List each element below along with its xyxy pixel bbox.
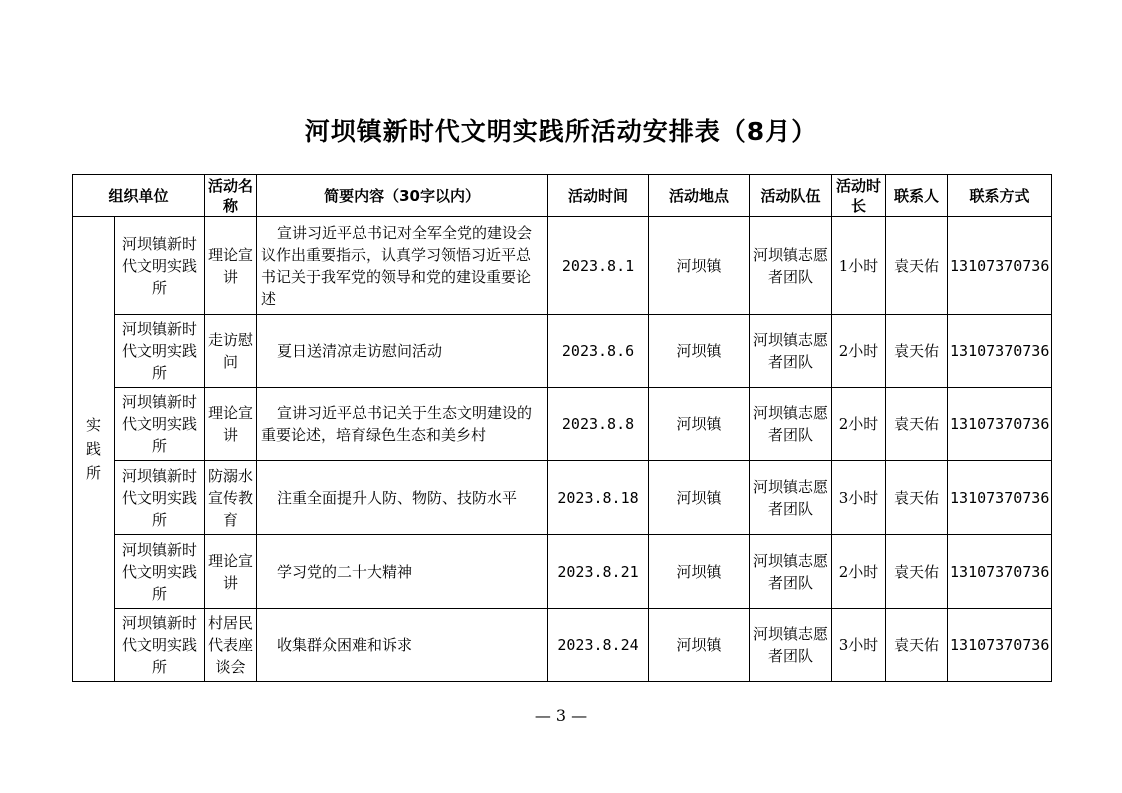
activity-name-cell: 理论宣讲 [205, 535, 257, 609]
org-cell: 河坝镇新时代文明实践所 [115, 388, 205, 461]
time-cell: 2023.8.6 [548, 315, 649, 388]
content-text: 收集群众困难和诉求 [277, 636, 413, 654]
duration-cell: 3小时 [832, 461, 886, 535]
contact-person-cell: 袁天佑 [886, 388, 948, 461]
content-cell [257, 388, 548, 461]
duration-cell: 2小时 [832, 388, 886, 461]
team-cell: 河坝镇志愿者团队 [750, 535, 832, 609]
content-text: 夏日送清凉走访慰问活动 [277, 342, 443, 360]
activity-name-cell: 理论宣讲 [205, 388, 257, 461]
activity-name-cell: 防溺水宣传教育 [205, 461, 257, 535]
content-text: 宣讲习近平总书记关于生态文明建设的重要论述，培育绿色生态和美乡村 [261, 404, 533, 444]
header-content: 简要内容（30字以内） [257, 175, 548, 217]
contact-info-cell: 13107370736 [948, 461, 1052, 535]
duration-cell: 2小时 [832, 535, 886, 609]
location-cell: 河坝镇 [649, 535, 750, 609]
duration-cell: 2小时 [832, 315, 886, 388]
contact-person-cell: 袁天佑 [886, 315, 948, 388]
duration-cell: 3小时 [832, 609, 886, 682]
content-cell [257, 315, 548, 388]
contact-info-cell: 13107370736 [948, 315, 1052, 388]
content-cell [257, 461, 548, 535]
time-cell: 2023.8.1 [548, 217, 649, 315]
contact-person-cell: 袁天佑 [886, 535, 948, 609]
time-cell: 2023.8.8 [548, 388, 649, 461]
location-cell: 河坝镇 [649, 609, 750, 682]
header-location: 活动地点 [649, 175, 750, 217]
table-header-row [73, 175, 1052, 217]
activity-name-cell: 走访慰问 [205, 315, 257, 388]
header-activity-name: 活动名称 [205, 175, 257, 217]
table-row [73, 609, 1052, 682]
contact-info-cell: 13107370736 [948, 217, 1052, 315]
activity-name-cell: 村居民代表座谈会 [205, 609, 257, 682]
org-cell: 河坝镇新时代文明实践所 [115, 461, 205, 535]
content-cell [257, 609, 548, 682]
duration-cell: 1小时 [832, 217, 886, 315]
contact-person-cell: 袁天佑 [886, 461, 948, 535]
location-cell: 河坝镇 [649, 315, 750, 388]
time-cell: 2023.8.18 [548, 461, 649, 535]
content-text: 宣讲习近平总书记对全军全党的建设会议作出重要指示，认真学习领悟习近平总书记关于我军党的领导和党的建设重要论述 [261, 223, 533, 308]
team-cell: 河坝镇志愿者团队 [750, 609, 832, 682]
time-cell: 2023.8.21 [548, 535, 649, 609]
header-time: 活动时间 [548, 175, 649, 217]
contact-info-cell: 13107370736 [948, 388, 1052, 461]
org-cell: 河坝镇新时代文明实践所 [115, 535, 205, 609]
team-cell: 河坝镇志愿者团队 [750, 461, 832, 535]
header-duration: 活动时长 [832, 175, 886, 217]
contact-person-cell: 袁天佑 [886, 217, 948, 315]
table-row [73, 315, 1052, 388]
location-cell: 河坝镇 [649, 388, 750, 461]
location-cell: 河坝镇 [649, 217, 750, 315]
contact-person-cell: 袁天佑 [886, 609, 948, 682]
header-team: 活动队伍 [750, 175, 832, 217]
org-cell: 河坝镇新时代文明实践所 [115, 315, 205, 388]
content-text: 注重全面提升人防、物防、技防水平 [277, 488, 518, 507]
header-contact-info: 联系方式 [948, 175, 1052, 217]
table-row [73, 388, 1052, 461]
org-category-text: 实践所 [86, 416, 102, 482]
page-number: — 3 — [534, 706, 588, 725]
table-row [73, 535, 1052, 609]
team-cell: 河坝镇志愿者团队 [750, 217, 832, 315]
org-cell: 河坝镇新时代文明实践所 [115, 217, 205, 315]
activity-schedule-table [72, 174, 1052, 682]
header-org-unit: 组织单位 [73, 175, 205, 217]
table-row [73, 217, 1052, 315]
content-cell [257, 217, 548, 315]
org-cell: 河坝镇新时代文明实践所 [115, 609, 205, 682]
team-cell: 河坝镇志愿者团队 [750, 388, 832, 461]
location-cell: 河坝镇 [649, 461, 750, 535]
activity-name-cell: 理论宣讲 [205, 217, 257, 315]
content-text: 学习党的二十大精神 [277, 562, 413, 581]
time-cell: 2023.8.24 [548, 609, 649, 682]
table-row [73, 461, 1052, 535]
page-title: 河坝镇新时代文明实践所活动安排表（8月） [304, 117, 818, 146]
contact-info-cell: 13107370736 [948, 535, 1052, 609]
content-cell [257, 535, 548, 609]
org-category-cell [73, 217, 115, 682]
team-cell: 河坝镇志愿者团队 [750, 315, 832, 388]
header-contact-person: 联系人 [886, 175, 948, 217]
contact-info-cell: 13107370736 [948, 609, 1052, 682]
